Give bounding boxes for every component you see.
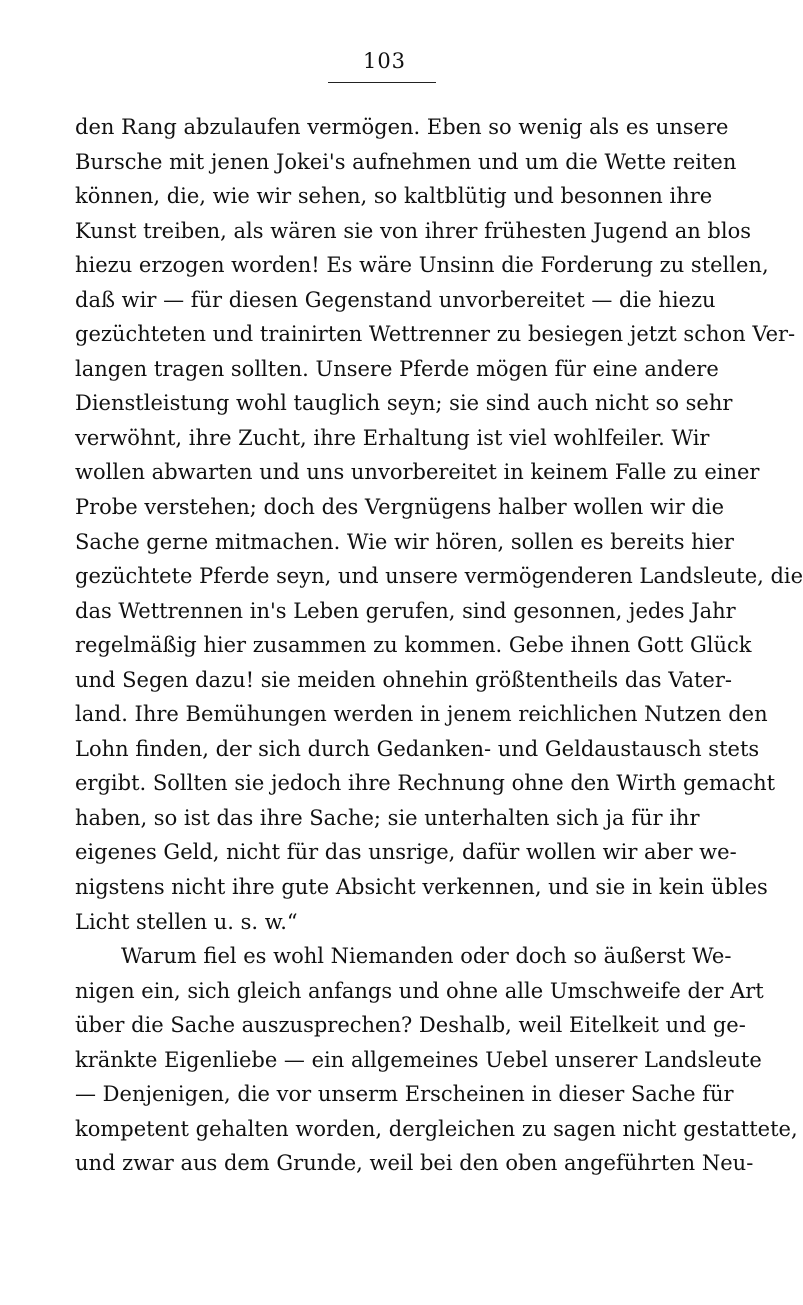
text-line: kränkte Eigenliebe — ein allgemeines Uebel unserer Landsleute bbox=[75, 1047, 762, 1072]
text-line: und Segen dazu! sie meiden ohnehin größtentheils das Vater- bbox=[75, 667, 732, 692]
text-line: Bursche mit jenen Jokei's aufnehmen und um die Wette reiten bbox=[75, 149, 737, 174]
text-line: daß wir — für diesen Gegenstand unvorbereitet — die hiezu bbox=[75, 287, 716, 312]
text-line: Kunst treiben, als wären sie von ihrer frühesten Jugend an blos bbox=[75, 218, 751, 243]
page-number: 103 bbox=[362, 49, 407, 73]
text-line: — Denjenigen, die vor unserm Erscheinen in dieser Sache für bbox=[75, 1082, 734, 1107]
text-line: wollen abwarten und uns unvorbereitet in keinem Falle zu einer bbox=[75, 460, 760, 485]
header-rule bbox=[328, 82, 436, 83]
text-line: über die Sache auszusprechen? Deshalb, weil Eitelkeit und ge- bbox=[75, 1013, 746, 1038]
text-line: langen tragen sollten. Unsere Pferde mögen für eine andere bbox=[75, 356, 719, 381]
text-line: land. Ihre Bemühungen werden in jenem reichlichen Nutzen den bbox=[75, 702, 768, 727]
text-line: gezüchtete Pferde seyn, und unsere vermögenderen Landsleute, die bbox=[75, 564, 803, 589]
text-line: Dienstleistung wohl tauglich seyn; sie sind auch nicht so sehr bbox=[75, 391, 733, 416]
text-line: nigen ein, sich gleich anfangs und ohne alle Umschweife der Art bbox=[75, 978, 764, 1003]
text-line-paragraph-start: Warum fiel es wohl Niemanden oder doch so äußerst We- bbox=[121, 944, 732, 969]
text-line: eigenes Geld, nicht für das unsrige, dafür wollen wir aber we- bbox=[75, 840, 737, 865]
text-line: ergibt. Sollten sie jedoch ihre Rechnung ohne den Wirth gemacht bbox=[75, 771, 776, 796]
text-line: nigstens nicht ihre gute Absicht verkennen, und sie in kein übles bbox=[75, 875, 768, 900]
text-line: das Wettrennen in's Leben gerufen, sind gesonnen, jedes Jahr bbox=[75, 598, 736, 623]
text-line: gezüchteten und trainirten Wettrenner zu besiegen jetzt schon Ver- bbox=[75, 322, 796, 347]
text-line: und zwar aus dem Grunde, weil bei den oben angeführten Neu- bbox=[75, 1151, 754, 1176]
text-line-paragraph-end: Licht stellen u. s. w.“ bbox=[75, 909, 298, 934]
text-line: haben, so ist das ihre Sache; sie unterhalten sich ja für ihr bbox=[75, 805, 700, 830]
text-line: den Rang abzulaufen vermögen. Eben so wenig als es unsere bbox=[75, 115, 729, 139]
text-line: können, die, wie wir sehen, so kaltblütig und besonnen ihre bbox=[75, 184, 713, 209]
text-line: Probe verstehen; doch des Vergnügens halber wollen wir die bbox=[75, 495, 724, 520]
text-line: regelmäßig hier zusammen zu kommen. Gebe ihnen Gott Glück bbox=[75, 633, 752, 658]
text-line: kompetent gehalten worden, dergleichen zu sagen nicht gestattete, bbox=[75, 1116, 798, 1141]
text-line: hiezu erzogen worden! Es wäre Unsinn die Forderung zu stellen, bbox=[75, 253, 769, 278]
text-line: Sache gerne mitmachen. Wie wir hören, sollen es bereits hier bbox=[75, 529, 734, 554]
text-line: Lohn finden, der sich durch Gedanken- und Geldaustausch stets bbox=[75, 736, 760, 761]
body-text bbox=[75, 110, 803, 1181]
text-line: verwöhnt, ihre Zucht, ihre Erhaltung ist viel wohlfeiler. Wir bbox=[75, 425, 710, 450]
